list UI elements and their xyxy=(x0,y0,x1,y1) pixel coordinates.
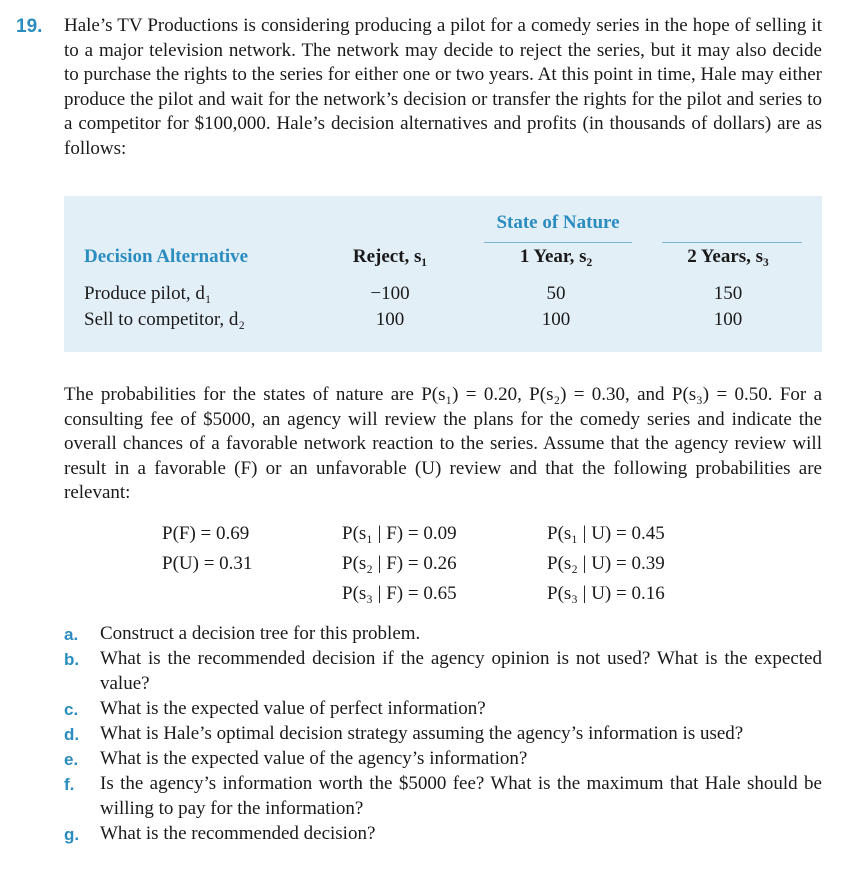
question-letter: a. xyxy=(64,625,79,644)
state-of-nature-header: State of Nature xyxy=(496,212,620,233)
question-text: What is the expected value of perfect information? xyxy=(100,698,486,719)
probability-value: P(s₃ | U) = 0.16 xyxy=(547,583,665,604)
question-text: What is the recommended decision? xyxy=(100,823,376,844)
table-cell: 100 xyxy=(541,309,571,330)
state-header-rule xyxy=(662,242,802,243)
probability-value: P(s₁ | F) = 0.09 xyxy=(342,523,457,544)
probability-value: P(F) = 0.69 xyxy=(162,523,250,544)
question-letter: d. xyxy=(64,725,80,744)
probabilities-paragraph: The probabilities for the states of nature are P(s₁) = 0.20, P(s₂) = 0.30, and P(s₃) = 0.50. For a consulting fee of $5000, an agency will review the plans for the comedy series and indicate the overall chances of a favorable network reaction to the series. Assume that the agency review will result in a favorable (F) or an unfavorable (U) review and that the following probabilities are relevant: xyxy=(64,384,822,503)
question-text: What is the recommended decision if the agency opinion is not used? What is the expected value? xyxy=(100,648,822,694)
table-cell: 100 xyxy=(713,309,743,330)
table-cell: 150 xyxy=(713,283,743,304)
column-header-s1: Reject, s₁ xyxy=(352,246,428,267)
question-letter: f. xyxy=(64,775,75,794)
question-text: Is the agency’s information worth the $5000 fee? What is the maximum that Hale should be willing to pay for the information? xyxy=(100,773,822,819)
problem-number: 19. xyxy=(16,16,43,37)
row-label: Sell to competitor, d₂ xyxy=(84,309,246,330)
problem-intro: Hale’s TV Productions is considering producing a pilot for a comedy series in the hope of selling it to a major television network. The network may decide to reject the series, but it may also decide to purchase the rights to the series for either one or two years. At this point in time, Hale may either produce the pilot and wait for the network’s decision or transfer the rights for the pilot and series to a competitor for $100,000. Hale’s decision alternatives and profits (in thousands of dollars) are as follows: xyxy=(64,15,822,159)
probability-value: P(s₃ | F) = 0.65 xyxy=(342,583,457,604)
table-cell: 50 xyxy=(546,283,566,304)
decision-alternative-header: Decision Alternative xyxy=(84,246,249,267)
table-cell: −100 xyxy=(370,283,410,304)
question-letter: g. xyxy=(64,825,80,844)
question-letter: e. xyxy=(64,750,79,769)
column-header-s2: 1 Year, s₂ xyxy=(519,246,593,267)
row-label: Produce pilot, d₁ xyxy=(84,283,212,304)
question-letter: b. xyxy=(64,650,80,669)
question-text: What is Hale’s optimal decision strategy assuming the agency’s information is used? xyxy=(100,723,744,744)
table-cell: 100 xyxy=(375,309,405,330)
question-letter: c. xyxy=(64,700,79,719)
column-header-s3: 2 Years, s₃ xyxy=(687,246,769,267)
probability-value: P(U) = 0.31 xyxy=(162,553,253,574)
probability-value: P(s₂ | F) = 0.26 xyxy=(342,553,457,574)
probability-value: P(s₂ | U) = 0.39 xyxy=(547,553,665,574)
question-text: Construct a decision tree for this problem. xyxy=(100,623,421,644)
state-header-rule xyxy=(484,242,632,243)
question-text: What is the expected value of the agency’s information? xyxy=(100,748,528,769)
probability-value: P(s₁ | U) = 0.45 xyxy=(547,523,665,544)
